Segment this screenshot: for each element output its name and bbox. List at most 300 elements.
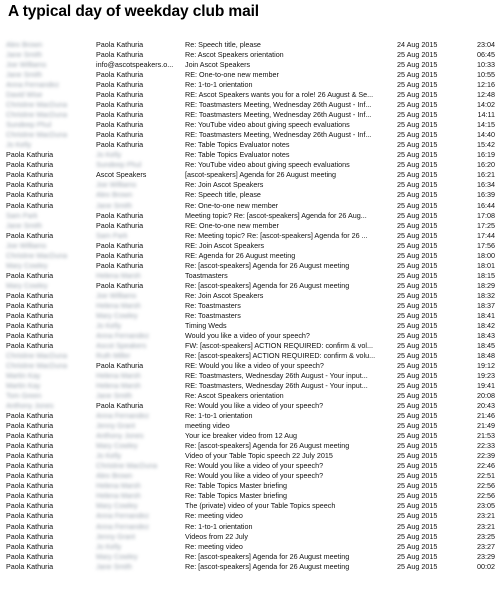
message-date: 25 Aug 2015 [397,411,438,421]
message-time: 23:29 [477,551,495,561]
message-date: 25 Aug 2015 [397,150,438,160]
message-recipient: Joe Williams [96,180,137,190]
message-recipient: Paola Kathuria [96,120,144,130]
message-date: 25 Aug 2015 [397,80,438,90]
message-recipient: Helena Marsh [96,270,141,280]
message-time: 19:12 [477,361,495,370]
message-time: 18:01 [477,260,495,270]
message-row[interactable] [0,542,499,552]
message-date: 25 Aug 2015 [397,320,438,330]
message-time: 18:41 [477,310,495,320]
message-recipient: Paola Kathuria [96,110,144,120]
message-time: 21:49 [477,421,495,431]
message-sender: Paola Kathuria [6,521,54,531]
message-subject: RE: Join Ascot Speakers [185,240,265,250]
message-row[interactable] [0,110,499,120]
message-date: 25 Aug 2015 [397,60,438,70]
message-subject: Re: Would you like a video of your speech? [185,401,324,411]
message-time: 18:32 [477,290,495,300]
message-time: 12:16 [477,80,495,90]
message-date: 25 Aug 2015 [397,50,438,60]
message-date: 25 Aug 2015 [397,160,438,170]
message-row[interactable] [0,441,499,451]
message-sender: Paola Kathuria [6,300,54,310]
message-sender: Joe Williams [6,240,47,250]
message-sender: Martin Kay [6,371,41,381]
message-time: 22:46 [477,461,495,471]
message-subject: Re: YouTube video about giving speech evaluations [185,120,350,130]
message-subject: Re: [ascot-speakers] Agenda for 26 August meeting [185,441,350,451]
message-subject: Re: [ascot-speakers] Agenda for 26 August meeting [185,260,350,270]
message-recipient: Jo Kelly [96,541,122,551]
message-date: 25 Aug 2015 [397,451,438,461]
message-row[interactable] [0,481,499,491]
message-recipient: Jane Smith [96,391,132,401]
message-subject: The (private) video of your Table Topics speech [185,501,336,511]
message-sender: Mary Cowley [6,280,48,290]
message-sender: Paola Kathuria [6,481,54,491]
message-subject: Timing Weds [185,320,227,330]
message-sender: Paola Kathuria [6,320,54,330]
message-date: 25 Aug 2015 [397,270,438,280]
message-sender: Paola Kathuria [6,561,54,571]
message-sender: Paola Kathuria [6,471,54,481]
message-subject: RE: Toastmasters, Wednesday 26th August - Your input... [185,381,368,391]
message-row[interactable] [0,130,499,140]
message-row[interactable] [0,461,499,471]
message-sender: Paola Kathuria [6,461,54,471]
message-date: 25 Aug 2015 [397,210,438,220]
message-date: 25 Aug 2015 [397,70,438,80]
message-date: 25 Aug 2015 [397,461,438,471]
message-sender: Paola Kathuria [6,330,54,340]
message-time: 16:19 [477,150,495,160]
message-subject: RE: One-to-one new member [185,70,279,80]
message-subject: Toastmasters [185,270,228,280]
message-time: 14:02 [477,100,495,110]
message-subject: Re: Speech title, please [185,40,261,49]
message-time: 21:53 [477,431,495,441]
message-date: 25 Aug 2015 [397,190,438,200]
message-sender: Christine MacDuna [6,361,68,370]
message-date: 25 Aug 2015 [397,250,438,260]
message-row[interactable] [0,381,499,391]
message-sender: Paola Kathuria [6,230,54,240]
message-row[interactable] [0,552,499,562]
message-time: 23:05 [477,501,495,511]
message-date: 25 Aug 2015 [397,100,438,110]
message-subject: Re: 1-to-1 orientation [185,521,253,531]
message-row[interactable] [0,501,499,511]
message-sender: Paola Kathuria [6,310,54,320]
message-row[interactable] [0,70,499,80]
message-date: 25 Aug 2015 [397,371,438,381]
message-sender: Anna Fernandez [6,80,60,90]
message-sender: Paola Kathuria [6,501,54,511]
message-sender: Paola Kathuria [6,451,54,461]
message-row[interactable] [0,491,499,501]
message-row[interactable] [0,160,499,170]
message-row[interactable] [0,40,499,50]
message-time: 18:00 [477,250,495,260]
message-row[interactable] [0,201,499,211]
message-date: 25 Aug 2015 [397,260,438,270]
message-sender: Paola Kathuria [6,270,54,280]
message-time: 23:21 [477,511,495,521]
message-row[interactable] [0,190,499,200]
message-recipient: Sundeep Phul [96,160,142,170]
message-date: 25 Aug 2015 [397,120,438,130]
message-row[interactable] [0,421,499,431]
message-subject: Re: Table Topics Evaluator notes [185,150,290,160]
message-subject: RE: Ascot Speakers wants you for a role! 26 August & Se... [185,90,374,100]
message-subject: Meeting topic? Re: [ascot-speakers] Agenda for 26 Aug... [185,210,367,220]
message-recipient: Anna Fernandez [96,330,150,340]
message-row[interactable] [0,311,499,321]
message-subject: Re: Table Topics Master briefing [185,491,288,501]
message-sender: Christine MacDuna [6,100,68,110]
message-recipient: Paola Kathuria [96,210,144,220]
message-subject: Re: [ascot-speakers] Agenda for 26 August meeting [185,551,350,561]
message-recipient: Mary Cowley [96,501,138,511]
message-sender: Christine MacDuna [6,250,68,260]
message-time: 19:41 [477,381,495,391]
message-date: 25 Aug 2015 [397,110,438,120]
message-sender: Mary Cowley [6,260,48,270]
message-subject: RE: One-to-one new member [185,220,279,230]
message-date: 25 Aug 2015 [397,240,438,250]
message-date: 25 Aug 2015 [397,551,438,561]
message-sender: Paola Kathuria [6,340,54,350]
message-subject: Re: [ascot-speakers] Agenda for 26 August meeting [185,280,350,290]
message-recipient: Anna Fernandez [96,511,150,521]
message-subject: Re: Would you like a video of your speech? [185,461,324,471]
message-recipient: Paola Kathuria [96,130,144,140]
message-sender: Christine MacDuna [6,350,68,360]
message-row[interactable] [0,50,499,60]
message-recipient: Jane Smith [96,200,132,210]
message-subject: meeting video [185,421,230,431]
message-recipient: Paola Kathuria [96,90,144,100]
message-sender: Paola Kathuria [6,150,54,160]
message-date: 25 Aug 2015 [397,401,438,411]
message-date: 25 Aug 2015 [397,381,438,391]
message-recipient: Alex Brown [96,471,133,481]
message-row[interactable] [0,361,499,371]
message-subject: RE: Toastmasters Meeting, Wednesday 26th August - Inf... [185,110,372,120]
message-sender: Paola Kathuria [6,180,54,190]
message-date: 25 Aug 2015 [397,90,438,100]
message-time: 16:21 [477,170,495,180]
message-time: 23:21 [477,521,495,531]
message-recipient: Jo Kelly [96,320,122,330]
message-recipient: info@ascotspeakers.o... [96,60,174,70]
message-time: 16:34 [477,180,495,190]
message-subject: RE: Agenda for 26 August meeting [185,250,296,260]
message-sender: Paola Kathuria [6,511,54,521]
message-subject: Re: [ascot-speakers] Agenda for 26 August meeting [185,561,350,571]
message-time: 20:43 [477,401,495,411]
message-sender: Paola Kathuria [6,531,54,541]
message-time: 19:23 [477,371,495,381]
message-date: 25 Aug 2015 [397,140,438,150]
message-row[interactable] [0,281,499,291]
message-row[interactable] [0,140,499,150]
message-sender: Martin Kay [6,381,41,391]
message-subject: Re: [ascot-speakers] ACTION REQUIRED: confirm & volu... [185,350,376,360]
message-recipient: Anna Fernandez [96,521,150,531]
message-time: 15:42 [477,140,495,150]
message-time: 17:44 [477,230,495,240]
message-subject: Re: Join Ascot Speakers [185,290,264,300]
message-date: 25 Aug 2015 [397,391,438,401]
message-sender: Sundeep Phul [6,120,52,130]
message-date: 25 Aug 2015 [397,521,438,531]
message-recipient: Jane Smith [96,561,132,571]
message-sender: Paola Kathuria [6,441,54,451]
page-title: A typical day of weekday club mail [8,3,260,20]
message-date: 25 Aug 2015 [397,130,438,140]
message-sender: Jane Smith [6,220,42,230]
message-row[interactable] [0,522,499,532]
message-time: 16:20 [477,160,495,170]
message-subject: Re: One-to-one new member [185,200,279,210]
message-sender: Jane Smith [6,70,42,80]
message-time: 16:44 [477,200,495,210]
message-recipient: Helena Marsh [96,371,141,381]
message-recipient: Paola Kathuria [96,50,144,60]
message-time: 16:39 [477,190,495,200]
message-row[interactable] [0,341,499,351]
message-row[interactable] [0,241,499,251]
message-row[interactable] [0,211,499,221]
message-time: 23:27 [477,541,495,551]
message-sender: Paola Kathuria [6,160,54,170]
message-subject: RE: Toastmasters Meeting, Wednesday 26th August - Inf... [185,100,372,110]
message-time: 22:56 [477,491,495,501]
message-row[interactable] [0,80,499,90]
message-time: 18:45 [477,340,495,350]
message-subject: Video of your Table Topic speech 22 July 2015 [185,451,333,461]
message-row[interactable] [0,291,499,301]
message-recipient: Paola Kathuria [96,140,144,150]
message-recipient: Paola Kathuria [96,100,144,110]
message-row[interactable] [0,511,499,521]
message-sender: Sam Park [6,210,38,220]
message-date: 25 Aug 2015 [397,310,438,320]
message-date: 25 Aug 2015 [397,441,438,451]
message-date: 25 Aug 2015 [397,491,438,501]
message-subject: Join Ascot Speakers [185,60,251,70]
message-sender: Joe Williams [6,60,47,70]
message-row[interactable] [0,471,499,481]
message-sender: Alex Brown [6,40,43,49]
message-recipient: Paola Kathuria [96,220,144,230]
message-time: 12:48 [477,90,495,100]
message-row[interactable] [0,180,499,190]
message-sender: David Wise [6,90,43,100]
message-row[interactable] [0,221,499,231]
message-row[interactable] [0,150,499,160]
message-recipient: Ascot Speakers [96,340,147,350]
message-date: 25 Aug 2015 [397,350,438,360]
message-time: 14:40 [477,130,495,140]
message-sender: Christine MacDuna [6,110,68,120]
message-subject: Re: 1-to-1 orientation [185,411,253,421]
message-recipient: Ruth Miller [96,350,131,360]
message-date: 25 Aug 2015 [397,230,438,240]
message-recipient: Jo Kelly [96,150,122,160]
message-subject: FW: [ascot-speakers] ACTION REQUIRED: confirm & vol... [185,340,373,350]
message-row[interactable] [0,170,499,180]
message-time: 00:02 [477,561,495,571]
message-subject: Re: 1-to-1 orientation [185,80,253,90]
message-sender: Paola Kathuria [6,200,54,210]
message-row[interactable] [0,60,499,70]
message-date: 25 Aug 2015 [397,481,438,491]
message-time: 22:56 [477,481,495,491]
message-recipient: Helena Marsh [96,481,141,491]
message-time: 17:56 [477,240,495,250]
message-row[interactable] [0,120,499,130]
message-date: 25 Aug 2015 [397,340,438,350]
message-row[interactable] [0,261,499,271]
message-row[interactable] [0,371,499,381]
message-row[interactable] [0,562,499,572]
message-sender: Christine MacDuna [6,130,68,140]
message-recipient: Mary Cowley [96,310,138,320]
message-subject: RE: Would you like a video of your speech? [185,361,324,370]
message-row[interactable] [0,251,499,261]
message-time: 10:33 [477,60,495,70]
message-recipient: Sam Park [96,230,128,240]
message-subject: Re: Speech title, please [185,190,261,200]
message-date: 25 Aug 2015 [397,531,438,541]
message-subject: Re: Ascot Speakers orientation [185,391,284,401]
message-recipient: Helena Marsh [96,300,141,310]
message-recipient: Paola Kathuria [96,401,144,411]
message-date: 24 Aug 2015 [397,40,438,49]
message-recipient: Ascot Speakers [96,170,147,180]
message-time: 22:39 [477,451,495,461]
message-sender: Paola Kathuria [6,491,54,501]
message-date: 25 Aug 2015 [397,220,438,230]
message-recipient: Anthony Jones [96,431,144,441]
message-recipient: Helena Marsh [96,381,141,391]
message-subject: RE: Toastmasters Meeting, Wednesday 26th August - Inf... [185,130,372,140]
message-recipient: Paola Kathuria [96,260,144,270]
message-recipient: Paola Kathuria [96,361,144,370]
message-recipient: Jenny Grant [96,421,136,431]
message-row[interactable] [0,100,499,110]
message-sender: Paola Kathuria [6,170,54,180]
message-time: 23:04 [477,40,495,49]
message-time: 18:48 [477,350,495,360]
message-sender: Paola Kathuria [6,551,54,561]
message-time: 20:08 [477,391,495,401]
message-row[interactable] [0,391,499,401]
message-sender: Paola Kathuria [6,411,54,421]
message-subject: Videos from 22 July [185,531,248,541]
message-subject: Your ice breaker video from 12 Aug [185,431,298,441]
message-sender: Paola Kathuria [6,290,54,300]
message-date: 25 Aug 2015 [397,180,438,190]
message-row[interactable] [0,271,499,281]
message-time: 18:29 [477,280,495,290]
message-subject: Re: Would you like a video of your speech? [185,471,324,481]
message-row[interactable] [0,321,499,331]
message-date: 25 Aug 2015 [397,561,438,571]
message-subject: Re: Toastmasters [185,300,241,310]
mail-list [0,40,499,572]
message-subject: Re: Meeting topic? Re: [ascot-speakers] Agenda for 26 ... [185,230,368,240]
message-time: 18:37 [477,300,495,310]
message-recipient: Joe Williams [96,290,137,300]
message-subject: Re: Toastmasters [185,310,241,320]
message-subject: [ascot-speakers] Agenda for 26 August meeting [185,170,337,180]
message-date: 25 Aug 2015 [397,501,438,511]
message-row[interactable] [0,351,499,361]
message-time: 17:25 [477,220,495,230]
message-date: 25 Aug 2015 [397,471,438,481]
message-subject: Re: YouTube video about giving speech evaluations [185,160,350,170]
message-recipient: Paola Kathuria [96,280,144,290]
message-row[interactable] [0,401,499,411]
message-row[interactable] [0,411,499,421]
message-time: 17:08 [477,210,495,220]
message-time: 06:45 [477,50,495,60]
message-recipient: Paola Kathuria [96,250,144,260]
message-row[interactable] [0,301,499,311]
message-recipient: Christine MacDuna [96,461,158,471]
message-row[interactable] [0,532,499,542]
message-recipient: Paola Kathuria [96,80,144,90]
message-subject: Re: Table Topics Master briefing [185,481,288,491]
message-subject: Re: Join Ascot Speakers [185,180,264,190]
message-row[interactable] [0,331,499,341]
message-recipient: Paola Kathuria [96,70,144,80]
message-recipient: Paola Kathuria [96,40,144,49]
message-subject: Re: meeting video [185,511,243,521]
message-time: 21:46 [477,411,495,421]
message-row[interactable] [0,451,499,461]
message-recipient: Mary Cowley [96,551,138,561]
message-row[interactable] [0,231,499,241]
message-date: 25 Aug 2015 [397,361,438,370]
message-date: 25 Aug 2015 [397,200,438,210]
message-sender: Paola Kathuria [6,421,54,431]
message-subject: Re: Ascot Speakers orientation [185,50,284,60]
message-row[interactable] [0,90,499,100]
message-date: 25 Aug 2015 [397,511,438,521]
message-time: 18:15 [477,270,495,280]
message-row[interactable] [0,431,499,441]
message-recipient: Mary Cowley [96,441,138,451]
message-time: 10:55 [477,70,495,80]
message-time: 23:25 [477,531,495,541]
message-subject: Re: meeting video [185,541,243,551]
message-recipient: Jenny Grant [96,531,136,541]
message-time: 22:51 [477,471,495,481]
message-subject: Would you like a video of your speech? [185,330,310,340]
message-sender: Paola Kathuria [6,541,54,551]
message-date: 25 Aug 2015 [397,280,438,290]
message-recipient: Paola Kathuria [96,240,144,250]
message-recipient: Alex Brown [96,190,133,200]
message-time: 14:11 [477,110,495,120]
message-time: 22:33 [477,441,495,451]
message-sender: Paola Kathuria [6,190,54,200]
